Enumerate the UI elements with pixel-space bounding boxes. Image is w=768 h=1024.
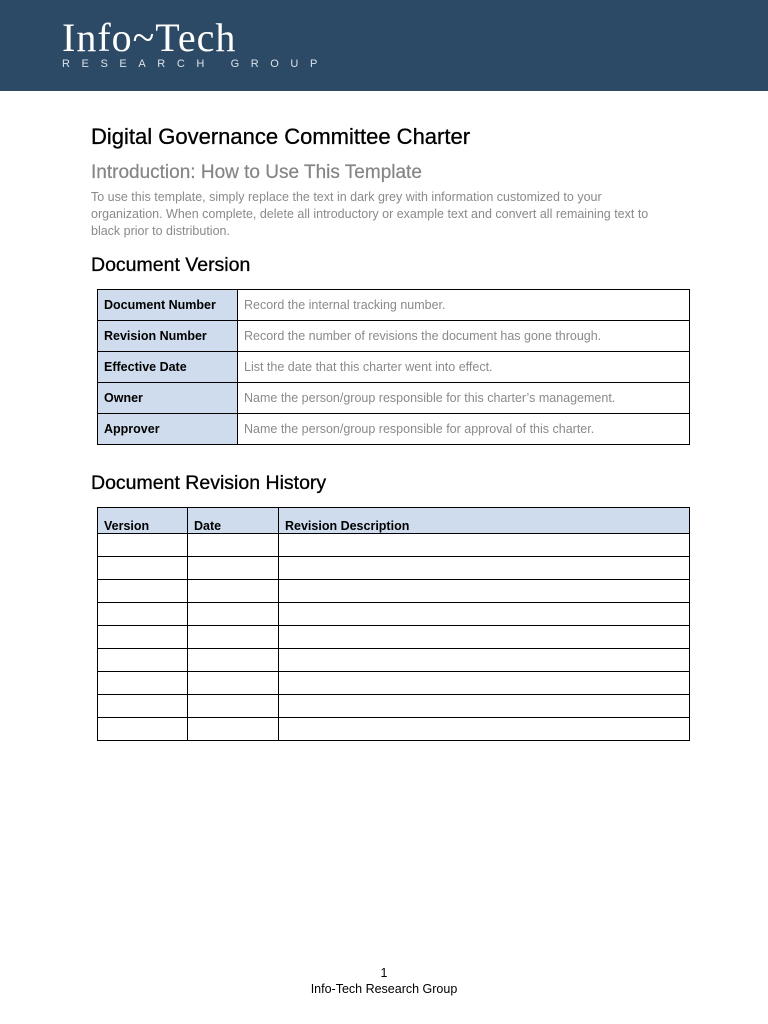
document-title: Digital Governance Committee Charter bbox=[91, 124, 471, 149]
table-row bbox=[98, 695, 690, 718]
table-row bbox=[98, 321, 690, 352]
date-cell[interactable] bbox=[188, 672, 279, 695]
version-cell[interactable] bbox=[98, 649, 188, 672]
description-cell[interactable] bbox=[279, 557, 690, 580]
table-row bbox=[98, 352, 690, 383]
page-number: 1 bbox=[380, 966, 388, 980]
version-cell[interactable] bbox=[98, 557, 188, 580]
revision-history-heading: Document Revision History bbox=[91, 472, 327, 494]
document-version-heading: Document Version bbox=[91, 254, 251, 276]
table-row bbox=[98, 580, 690, 603]
version-cell[interactable] bbox=[98, 603, 188, 626]
description-cell[interactable] bbox=[279, 649, 690, 672]
footer-company: Info-Tech Research Group bbox=[310, 982, 458, 996]
date-cell[interactable] bbox=[188, 580, 279, 603]
row-value[interactable]: List the date that this charter went into effect. bbox=[238, 352, 690, 383]
document-version-table bbox=[97, 289, 690, 445]
version-cell[interactable] bbox=[98, 718, 188, 741]
row-value[interactable]: Name the person/group responsible for this charter’s management. bbox=[238, 383, 690, 414]
table-row bbox=[98, 534, 690, 557]
page-footer bbox=[0, 965, 768, 997]
description-cell[interactable] bbox=[279, 626, 690, 649]
intro-heading: Introduction: How to Use This Template bbox=[91, 162, 422, 183]
description-cell[interactable] bbox=[279, 534, 690, 557]
company-logo: Info~Tech bbox=[62, 15, 237, 60]
table-header-row bbox=[98, 508, 690, 534]
table-row bbox=[98, 557, 690, 580]
intro-text: To use this template, simply replace the text in dark grey with information customized to your organization. When complete, delete all introductory or example text and convert all remaining text to black prior to distribution. bbox=[91, 190, 649, 238]
description-cell[interactable] bbox=[279, 580, 690, 603]
date-cell[interactable] bbox=[188, 649, 279, 672]
table-row bbox=[98, 718, 690, 741]
version-cell[interactable] bbox=[98, 695, 188, 718]
table-row bbox=[98, 290, 690, 321]
revision-history-rows bbox=[98, 534, 690, 741]
row-value[interactable]: Record the number of revisions the document has gone through. bbox=[238, 321, 690, 352]
table-row bbox=[98, 414, 690, 445]
column-header-version: Version bbox=[98, 508, 188, 534]
date-cell[interactable] bbox=[188, 718, 279, 741]
date-cell[interactable] bbox=[188, 695, 279, 718]
date-cell[interactable] bbox=[188, 534, 279, 557]
description-cell[interactable] bbox=[279, 603, 690, 626]
date-cell[interactable] bbox=[188, 603, 279, 626]
version-cell[interactable] bbox=[98, 672, 188, 695]
table-row bbox=[98, 383, 690, 414]
column-header-date: Date bbox=[188, 508, 279, 534]
description-cell[interactable] bbox=[279, 695, 690, 718]
company-logo-subtitle: RESEARCH GROUP bbox=[62, 58, 329, 70]
row-label: Revision Number bbox=[98, 321, 238, 352]
row-value[interactable]: Name the person/group responsible for approval of this charter. bbox=[238, 414, 690, 445]
date-cell[interactable] bbox=[188, 626, 279, 649]
description-cell[interactable] bbox=[279, 672, 690, 695]
version-cell[interactable] bbox=[98, 580, 188, 603]
date-cell[interactable] bbox=[188, 557, 279, 580]
row-label: Document Number bbox=[98, 290, 238, 321]
table-row bbox=[98, 649, 690, 672]
table-row bbox=[98, 603, 690, 626]
table-row bbox=[98, 626, 690, 649]
revision-history-table bbox=[97, 507, 690, 741]
version-cell[interactable] bbox=[98, 626, 188, 649]
row-label: Approver bbox=[98, 414, 238, 445]
description-cell[interactable] bbox=[279, 718, 690, 741]
column-header-revision-description: Revision Description bbox=[279, 508, 690, 534]
row-label: Owner bbox=[98, 383, 238, 414]
row-value[interactable]: Record the internal tracking number. bbox=[238, 290, 690, 321]
row-label: Effective Date bbox=[98, 352, 238, 383]
header-banner bbox=[0, 0, 768, 91]
table-row bbox=[98, 672, 690, 695]
version-cell[interactable] bbox=[98, 534, 188, 557]
